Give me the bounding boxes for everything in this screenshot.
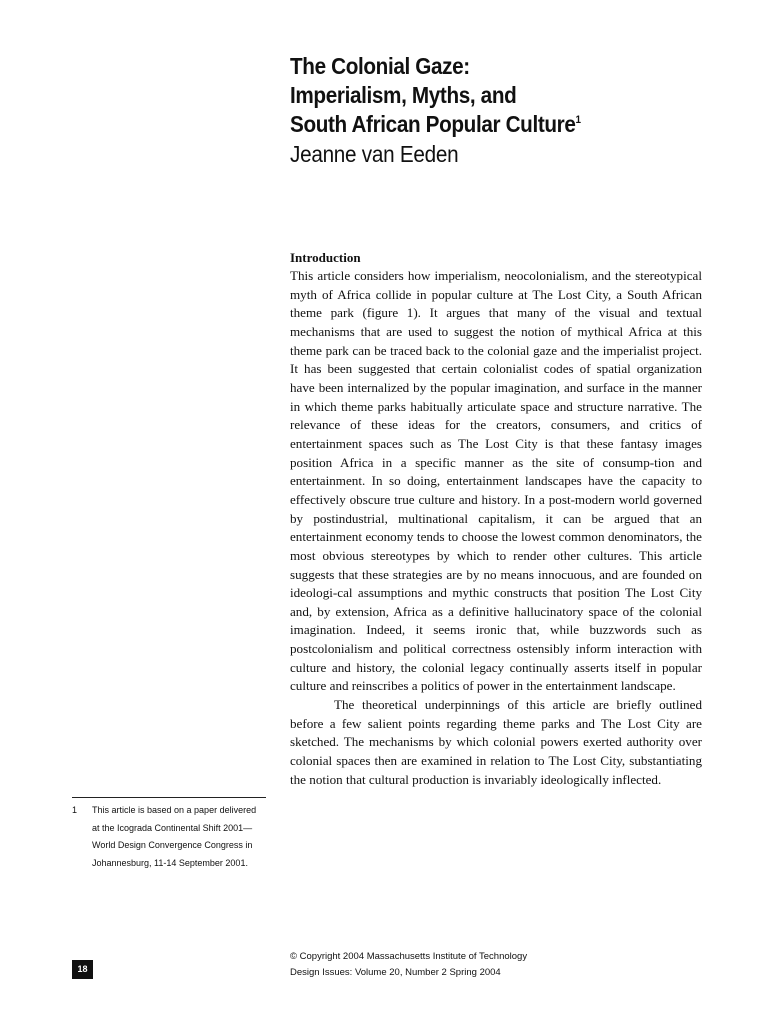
title-line-3-text: South African Popular Culture — [290, 111, 576, 137]
journal-citation: Design Issues: Volume 20, Number 2 Spring 2004 — [290, 967, 501, 978]
section-heading: Introduction — [290, 250, 361, 265]
footnote-line: This article is based on a paper delivered — [92, 805, 257, 815]
body-paragraph-1: This article considers how imperialism, neocolonialism, and the stereotypical myth of Africa collide in popular culture at The Lost City, a South African theme park (figure 1). It argues that many of the visual and textual mechanisms that are used to suggest the notion of mythical Africa at this theme park can be traced back to the colonial gaze and the imperialist project. It has been suggested that certain colonialist codes of spatial organization have been internalized by the popular imagination, and surface in the manner in which theme parks habitually articulate space and structure narrative. The relevance of these ideas for the creators, consumers, and critics of entertainment spaces such as The Lost City is that these fantasy images position Africa in a specific manner as the site of consump-tion and entertainment. In so doing, entertainment landscapes have the capacity to effectively obscure true culture and history. In a post-modern world governed by postindustrial, multinational capitalism, it can be argued that an entertainment economy tends to choose the lowest common denominators, the most obvious stereotypes by which to render other cultures. This article suggests that these strategies are by no means innocuous, and are founded on ideologi-cal assumptions and mythic constructs that position The Lost City and, by extension, Africa as a definitive hallucinatory space of the colonial imagination. Indeed, it seems ironic that, while buzzwords such as postcolonialism and political correctness ostensibly inform interaction with culture and history, the colonial legacy continually asserts itself in popular culture and reinscribes a politics of power in the entertainment landscape. — [290, 268, 702, 694]
article-header — [290, 52, 730, 169]
author-name: Jeanne van Eeden — [290, 141, 459, 167]
body-paragraph-2: The theoretical underpinnings of this article are briefly outlined before a few salient points regarding theme parks and The Lost City are sketched. The mechanisms by which colonial powers exerted authority over colonial spaces then are examined in relation to The Lost City, substantiating the notion that cultural production is invariably ideologically inflected. — [290, 697, 702, 787]
title-line-2: Imperialism, Myths, and — [290, 82, 517, 108]
title-line-3 — [290, 110, 686, 139]
footnote-number: 1 — [72, 805, 78, 815]
title-line-1: The Colonial Gaze: — [290, 53, 470, 79]
copyright-notice: © Copyright 2004 Massachusetts Institute of Technology — [290, 951, 528, 962]
footnote — [72, 797, 266, 872]
footnote-body — [72, 802, 266, 872]
footnote-text — [92, 802, 256, 872]
footnote-line: Johannesburg, 11-14 September 2001. — [92, 857, 248, 868]
body-column — [290, 248, 702, 789]
footnote-rule — [72, 797, 266, 798]
footnote-line: World Design Convergence Congress in — [92, 840, 253, 850]
footnote-line: at the Icograda Continental Shift 2001— — [92, 822, 253, 833]
page-number: 18 — [72, 960, 93, 979]
title-footnote-mark[interactable]: 1 — [575, 114, 581, 126]
